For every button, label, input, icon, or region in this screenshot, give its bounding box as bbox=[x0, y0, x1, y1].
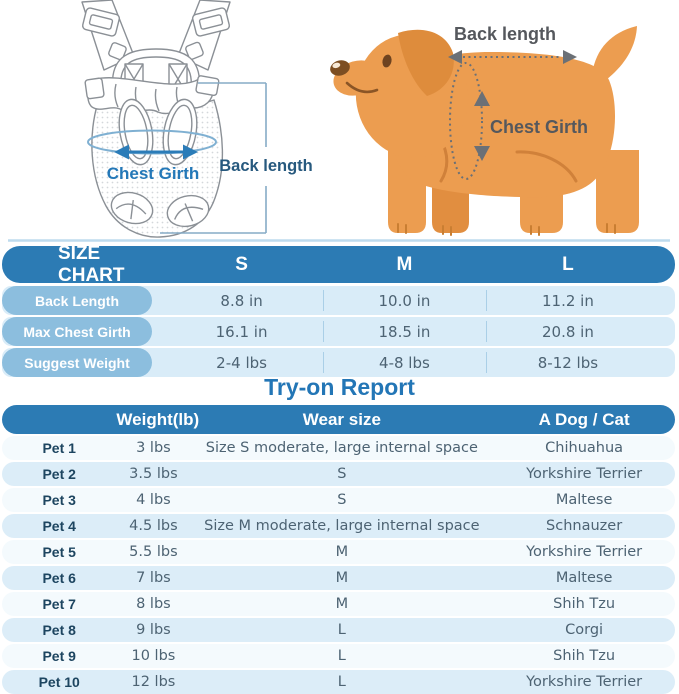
table-row-pet-1 bbox=[2, 436, 675, 460]
pet-animal: Yorkshire Terrier bbox=[526, 544, 643, 560]
size-chart-row-suggest-weight bbox=[2, 348, 675, 377]
pet-wear-size: Size M moderate, large internal space bbox=[204, 518, 480, 534]
pet-wear-size: L bbox=[337, 622, 346, 638]
pet-label: Pet 8 bbox=[42, 622, 76, 638]
pet-weight: 3 lbs bbox=[136, 440, 171, 456]
pet-label: Pet 9 bbox=[42, 648, 76, 664]
row-label-suggest-weight: Suggest Weight bbox=[2, 348, 152, 377]
table-row-pet-4 bbox=[2, 514, 675, 538]
dog-illustration bbox=[328, 25, 639, 235]
size-chart-title: SIZE CHART bbox=[58, 242, 125, 286]
pet-animal: Yorkshire Terrier bbox=[526, 674, 643, 690]
size-column-l: L bbox=[562, 253, 574, 275]
suggest-weight-s: 2-4 lbs bbox=[216, 353, 267, 372]
pet-animal: Schnauzer bbox=[546, 518, 623, 534]
dog-chest-girth-label: Chest Girth bbox=[489, 117, 589, 137]
suggest-weight-l: 8-12 lbs bbox=[537, 353, 599, 372]
chest-girth-s: 16.1 in bbox=[215, 322, 268, 341]
pet-label: Pet 5 bbox=[42, 544, 76, 560]
pet-wear-size: L bbox=[337, 648, 346, 664]
tryon-table-header bbox=[2, 405, 675, 434]
carrier-illustration bbox=[82, 0, 230, 237]
column-divider bbox=[486, 352, 487, 373]
row-label-max-chest-girth: Max Chest Girth bbox=[2, 317, 152, 346]
pet-weight: 10 lbs bbox=[131, 648, 176, 664]
carrier-back-length-label: Back length bbox=[219, 157, 313, 175]
pet-wear-size: M bbox=[335, 544, 349, 560]
pet-label: Pet 7 bbox=[42, 596, 76, 612]
pet-label: Pet 6 bbox=[42, 570, 76, 586]
size-chart-row-max-chest-girth bbox=[2, 317, 675, 346]
size-chart-header bbox=[2, 242, 675, 286]
pet-animal: Maltese bbox=[555, 570, 613, 586]
pet-animal: Corgi bbox=[565, 622, 604, 638]
table-row-pet-6 bbox=[2, 566, 675, 590]
size-column-s: S bbox=[235, 253, 248, 275]
chest-girth-l: 20.8 in bbox=[541, 322, 594, 341]
pet-weight: 4.5 lbs bbox=[129, 518, 178, 534]
column-divider bbox=[323, 321, 324, 342]
column-divider bbox=[486, 290, 487, 311]
back-length-m: 10.0 in bbox=[378, 291, 431, 310]
illustrations-panel bbox=[0, 0, 679, 246]
carrier-chest-girth-label: Chest Girth bbox=[106, 164, 200, 183]
tryon-column-weight: Weight(lb) bbox=[116, 409, 200, 429]
pet-wear-size: Size S moderate, large internal space bbox=[205, 440, 478, 456]
pet-label: Pet 3 bbox=[42, 492, 76, 508]
table-row-pet-7 bbox=[2, 592, 675, 616]
pet-weight: 12 lbs bbox=[131, 674, 176, 690]
table-row-pet-5 bbox=[2, 540, 675, 564]
tryon-column-dog-cat: A Dog / Cat bbox=[538, 409, 630, 429]
pet-animal: Yorkshire Terrier bbox=[526, 466, 643, 482]
pet-animal: Shih Tzu bbox=[553, 596, 616, 612]
pet-wear-size: S bbox=[337, 492, 347, 508]
chest-girth-m: 18.5 in bbox=[378, 322, 431, 341]
pet-weight: 3.5 lbs bbox=[129, 466, 178, 482]
tryon-table-body bbox=[2, 436, 675, 694]
table-row-pet-9 bbox=[2, 644, 675, 668]
pet-wear-size: L bbox=[337, 674, 346, 690]
pet-label: Pet 4 bbox=[42, 518, 76, 534]
dog-back-length-label: Back length bbox=[453, 24, 557, 44]
back-length-s: 8.8 in bbox=[220, 291, 263, 310]
table-row-pet-2 bbox=[2, 462, 675, 486]
pet-label: Pet 2 bbox=[42, 466, 76, 482]
suggest-weight-m: 4-8 lbs bbox=[379, 353, 430, 372]
row-label-back-length: Back Length bbox=[2, 286, 152, 315]
column-divider bbox=[323, 352, 324, 373]
tryon-report-title: Try-on Report bbox=[264, 374, 415, 400]
pet-label: Pet 1 bbox=[42, 440, 76, 456]
pet-wear-size: S bbox=[337, 466, 347, 482]
size-column-m: M bbox=[396, 253, 413, 275]
pet-weight: 8 lbs bbox=[136, 596, 171, 612]
pet-wear-size: M bbox=[335, 596, 349, 612]
pet-weight: 9 lbs bbox=[136, 622, 171, 638]
pet-animal: Shih Tzu bbox=[553, 648, 616, 664]
pet-animal: Chihuahua bbox=[545, 440, 624, 456]
pet-weight: 4 lbs bbox=[136, 492, 171, 508]
pet-weight: 7 lbs bbox=[136, 570, 171, 586]
pet-weight: 5.5 lbs bbox=[129, 544, 178, 560]
table-row-pet-10 bbox=[2, 670, 675, 694]
pet-wear-size: M bbox=[335, 570, 349, 586]
table-row-pet-8 bbox=[2, 618, 675, 642]
tryon-column-wear-size: Wear size bbox=[302, 409, 381, 429]
size-chart-row-back-length bbox=[2, 286, 675, 315]
back-length-l: 11.2 in bbox=[541, 291, 594, 310]
pet-animal: Maltese bbox=[555, 492, 613, 508]
table-row-pet-3 bbox=[2, 488, 675, 512]
pet-label: Pet 10 bbox=[38, 674, 80, 690]
column-divider bbox=[323, 290, 324, 311]
column-divider bbox=[486, 321, 487, 342]
